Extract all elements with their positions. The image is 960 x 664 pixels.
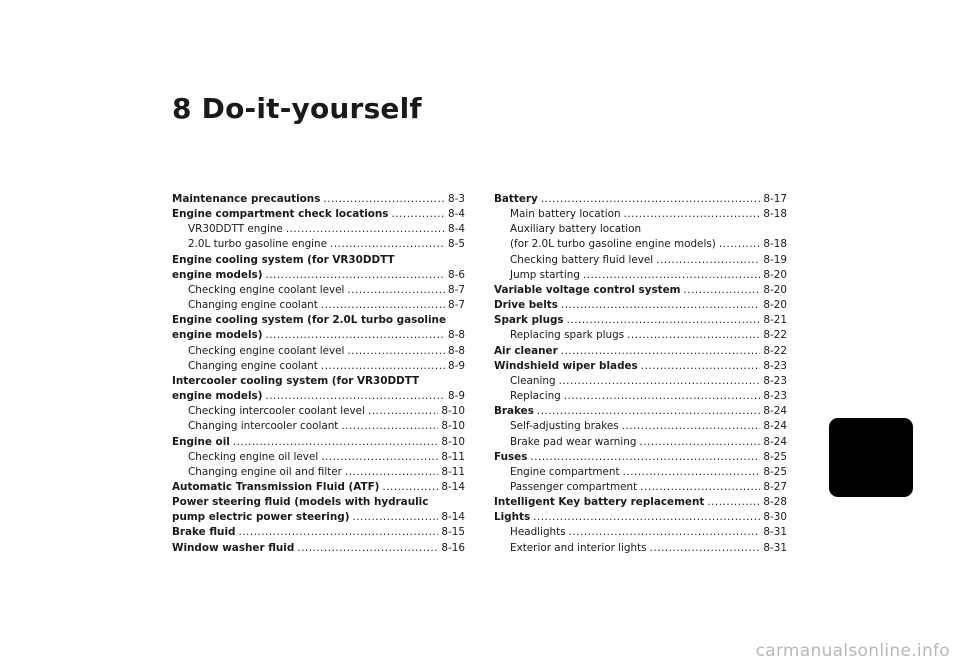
toc-right-column (494, 192, 787, 556)
dot-leader (347, 344, 445, 359)
toc-page-number: 8-3 (448, 193, 465, 205)
toc-entry-title: Battery (494, 193, 538, 205)
toc-entry[interactable] (172, 344, 465, 359)
toc-page-number: 8-9 (448, 390, 465, 403)
toc-page-number: 8-7 (448, 299, 465, 312)
toc-page-number: 8-18 (763, 238, 787, 251)
dot-leader (567, 313, 761, 328)
toc-entry-title: Intelligent Key battery replacement (494, 496, 705, 509)
dot-leader (321, 298, 445, 313)
toc-page-number: 8-30 (763, 511, 787, 524)
toc-page-number: 8-20 (763, 299, 787, 312)
toc-page-number: 8-31 (763, 526, 787, 539)
dot-leader (265, 268, 445, 283)
dot-leader (684, 283, 761, 298)
dot-leader (392, 207, 446, 222)
toc-page-number: 8-9 (448, 359, 465, 372)
toc-entry[interactable] (172, 253, 465, 283)
toc-entry[interactable] (494, 344, 787, 359)
toc-entry-title: Engine cooling system (for 2.0L turbo gasoline (172, 314, 446, 327)
toc-entry[interactable] (172, 435, 465, 450)
toc-page-number: 8-19 (763, 253, 787, 266)
toc-entry[interactable] (172, 237, 465, 252)
toc-page-number: 8-16 (441, 541, 465, 554)
toc-entry-title: Self-adjusting brakes (510, 420, 619, 433)
toc-entry-title: Auxiliary battery location (510, 223, 642, 236)
toc-page-number: 8-8 (448, 329, 465, 342)
chapter-title: 8 Do-it-yourself (172, 92, 422, 125)
toc-entry[interactable] (494, 450, 787, 465)
toc-entry-title: Brake pad wear warning (510, 435, 637, 448)
toc-page-number: 8-14 (441, 511, 465, 524)
dot-leader (265, 328, 445, 343)
toc-page-number: 8-31 (763, 541, 787, 554)
toc-page-number: 8-22 (763, 329, 787, 342)
dot-leader (286, 222, 445, 237)
toc-entry-title: Air cleaner (494, 344, 558, 357)
toc-entry-title: engine models) (172, 390, 263, 403)
toc-entry-title: Checking engine coolant level (188, 344, 345, 357)
toc-entry[interactable] (172, 298, 465, 313)
toc-page-number: 8-4 (448, 223, 465, 236)
toc-page-number: 8-28 (763, 496, 787, 509)
toc-entry-title: Checking intercooler coolant level (188, 405, 365, 418)
toc-entry-title: 2.0L turbo gasoline engine (188, 238, 328, 251)
toc-entry-title: Checking engine coolant level (188, 283, 345, 296)
toc-entry-title: Changing intercooler coolant (188, 420, 339, 433)
toc-entry[interactable] (494, 480, 787, 495)
toc-entry-title: Lights (494, 511, 531, 524)
dot-leader (530, 450, 760, 465)
toc-entry-title: Brakes (494, 405, 534, 418)
dot-leader (537, 404, 760, 419)
toc-left-column (172, 192, 465, 556)
toc-entry-title: Exterior and interior lights (510, 541, 647, 554)
toc-entry-title: Brake fluid (172, 526, 236, 539)
toc-page-number: 8-23 (763, 359, 787, 372)
toc-entry[interactable] (172, 313, 465, 343)
toc-entry-title: Variable voltage control system (494, 283, 681, 296)
toc-page-number: 8-18 (763, 208, 787, 221)
toc-entry[interactable] (172, 419, 465, 434)
dot-leader (559, 374, 761, 389)
toc-entry[interactable] (172, 480, 465, 495)
toc-entry[interactable] (494, 313, 787, 328)
toc-page-number: 8-24 (763, 435, 787, 448)
toc-entry-title: Maintenance precautions (172, 193, 321, 205)
dot-leader (321, 450, 438, 465)
chapter-tab-marker (829, 418, 913, 497)
toc-entry-title: Headlights (510, 526, 566, 539)
toc-entry-title: Intercooler cooling system (for VR30DDTT (172, 374, 420, 387)
toc-page-number: 8-10 (441, 420, 465, 433)
toc-entry-title: (for 2.0L turbo gasoline engine models) (510, 238, 716, 251)
toc-page-number: 8-11 (441, 465, 465, 478)
toc-entry-title: Changing engine coolant (188, 359, 318, 372)
toc-page-number: 8-24 (763, 405, 787, 418)
toc-entry-title: Replacing spark plugs (510, 329, 625, 342)
toc-entry[interactable] (494, 435, 787, 450)
toc-page-number: 8-20 (763, 268, 787, 281)
dot-leader (330, 237, 445, 252)
toc-page-number: 8-14 (441, 480, 465, 493)
dot-leader (569, 525, 761, 540)
toc-entry[interactable] (494, 283, 787, 298)
toc-entry[interactable] (494, 328, 787, 343)
dot-leader (641, 359, 761, 374)
toc-entry[interactable] (172, 192, 465, 207)
dot-leader (352, 510, 438, 525)
dot-leader (583, 268, 760, 283)
dot-leader (624, 207, 761, 222)
toc-page-number: 8-25 (763, 465, 787, 478)
toc-entry-title: Jump starting (510, 268, 580, 281)
toc-entry-title: VR30DDTT engine (188, 223, 283, 236)
dot-leader (623, 465, 761, 480)
dot-leader (233, 435, 439, 450)
dot-leader (265, 389, 445, 404)
dot-leader (541, 192, 761, 207)
toc-entry-title: Power steering fluid (models with hydraulic (172, 496, 429, 509)
toc-entry-title: Engine oil (172, 435, 230, 448)
dot-leader (656, 253, 760, 268)
toc-entry-title: Engine compartment (510, 465, 620, 478)
dot-leader (561, 344, 761, 359)
dot-leader (640, 480, 760, 495)
dot-leader (561, 298, 760, 313)
toc-entry-title: Automatic Transmission Fluid (ATF) (172, 480, 380, 493)
toc-entry[interactable] (172, 359, 465, 374)
toc-entry-title: Fuses (494, 450, 528, 463)
toc-page-number: 8-17 (763, 193, 787, 205)
toc-entry[interactable] (494, 253, 787, 268)
toc-entry[interactable] (172, 541, 465, 556)
toc-entry-title: Checking battery fluid level (510, 253, 654, 266)
toc-entry[interactable] (494, 465, 787, 480)
dot-leader (622, 419, 761, 434)
toc-entry[interactable] (494, 541, 787, 556)
toc-entry[interactable] (494, 207, 787, 222)
toc-page-number: 8-10 (441, 435, 465, 448)
toc-entry[interactable] (494, 389, 787, 404)
toc-entry-title: Spark plugs (494, 314, 564, 327)
dot-leader (297, 541, 438, 556)
toc-page-number: 8-15 (441, 526, 465, 539)
dot-leader (627, 328, 760, 343)
toc-entry[interactable] (172, 222, 465, 237)
toc-entry-title: Engine compartment check locations (172, 208, 389, 221)
dot-leader (345, 465, 438, 480)
toc-entry[interactable] (172, 525, 465, 540)
toc-entry[interactable] (494, 298, 787, 313)
toc-entry-title: Cleaning (510, 374, 556, 387)
toc-entry-title: Changing engine coolant (188, 299, 318, 312)
toc-entry[interactable] (172, 404, 465, 419)
toc-page-number: 8-5 (448, 238, 465, 251)
toc-entry[interactable] (494, 359, 787, 374)
dot-leader (707, 495, 760, 510)
footer-watermark: carmanualsonline.info (755, 641, 950, 661)
toc-entry[interactable] (494, 510, 787, 525)
toc-entry-title: Windshield wiper blades (494, 359, 638, 372)
toc-entry-title: engine models) (172, 329, 263, 342)
toc-page-number: 8-6 (448, 268, 465, 281)
toc-page-number: 8-23 (763, 390, 787, 403)
dot-leader (341, 419, 438, 434)
dot-leader (639, 435, 760, 450)
toc-entry[interactable] (494, 374, 787, 389)
dot-leader (321, 359, 445, 374)
toc-entry[interactable] (172, 465, 465, 480)
dot-leader (238, 525, 438, 540)
toc-page-number: 8-4 (448, 208, 465, 221)
toc-entry-title: Changing engine oil and filter (188, 465, 342, 478)
dot-leader (347, 283, 445, 298)
toc-entry[interactable] (494, 222, 787, 252)
toc-entry-title: Window washer fluid (172, 541, 295, 554)
toc-entry[interactable] (172, 495, 465, 525)
toc-entry[interactable] (494, 419, 787, 434)
dot-leader (533, 510, 760, 525)
toc-entry-title: Engine cooling system (for VR30DDTT (172, 253, 395, 266)
toc-entry-title: Replacing (510, 390, 561, 403)
toc-entry[interactable] (172, 283, 465, 298)
toc-entry-title: Passenger compartment (510, 480, 638, 493)
toc-entry[interactable] (172, 207, 465, 222)
toc-entry[interactable] (494, 192, 787, 207)
toc-page-number: 8-24 (763, 420, 787, 433)
toc-entry[interactable] (172, 374, 465, 404)
toc-page-number: 8-25 (763, 450, 787, 463)
toc-page-number: 8-21 (763, 314, 787, 327)
toc-page-number: 8-8 (448, 344, 465, 357)
dot-leader (382, 480, 438, 495)
toc-entry-title: pump electric power steering) (172, 511, 350, 524)
dot-leader (564, 389, 761, 404)
toc-page-number: 8-7 (448, 283, 465, 296)
toc-entry-title: Drive belts (494, 299, 558, 312)
toc-entry[interactable] (494, 268, 787, 283)
dot-leader (650, 541, 761, 556)
toc-page-number: 8-23 (763, 374, 787, 387)
dot-leader (368, 404, 438, 419)
toc-page-number: 8-11 (441, 450, 465, 463)
toc-entry[interactable] (172, 450, 465, 465)
toc-entry[interactable] (494, 404, 787, 419)
toc-entry-title: Main battery location (510, 208, 621, 221)
toc-page-number: 8-27 (763, 480, 787, 493)
dot-leader (323, 192, 445, 207)
toc-entry[interactable] (494, 525, 787, 540)
toc-entry-title: Checking engine oil level (188, 450, 319, 463)
toc-entry-title: engine models) (172, 268, 263, 281)
toc-page-number: 8-10 (441, 405, 465, 418)
toc-entry[interactable] (494, 495, 787, 510)
toc-page-number: 8-22 (763, 344, 787, 357)
dot-leader (719, 237, 761, 252)
toc-page-number: 8-20 (763, 283, 787, 296)
